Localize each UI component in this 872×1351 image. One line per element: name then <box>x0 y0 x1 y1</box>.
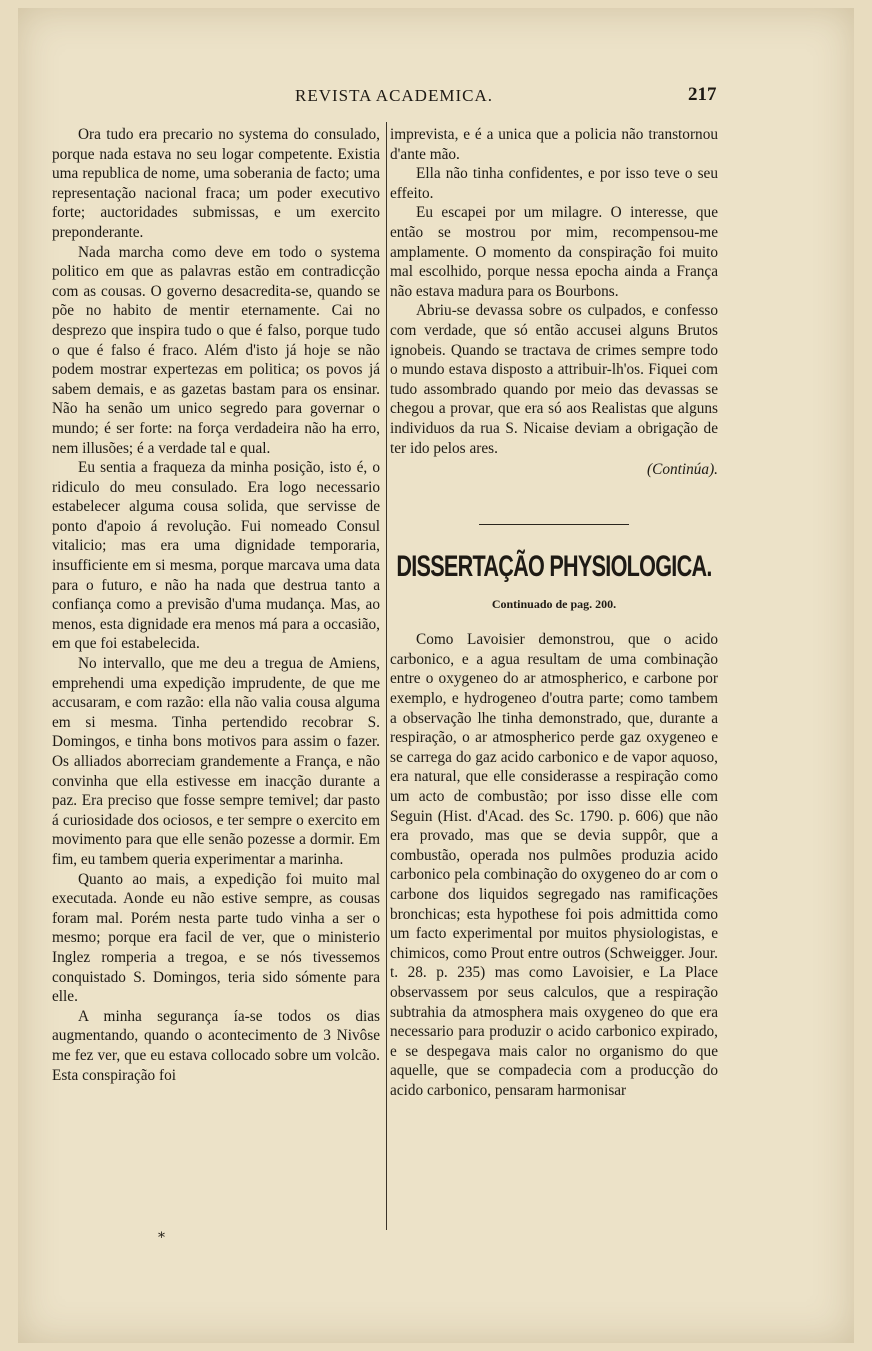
paragraph: Eu escapei por um milagre. O interesse, que então se mostrou por mim, recompensou-me amplamente. O momento da conspiração foi muito mal escolhido, porque nessa epocha ainda a França não estava madura para os Bourbons. <box>390 204 718 300</box>
running-head: REVISTA ACADEMICA. <box>295 86 493 105</box>
page-header <box>0 82 872 112</box>
left-column <box>52 125 380 1085</box>
section-rule <box>479 524 629 525</box>
paragraph: A minha segurança ía-se todos os dias augmentando, quando o acontecimento de 3 Nivôse me fez ver, que eu estava collocado sobre um volcão. Esta conspiração foi <box>52 1007 380 1084</box>
paragraph: Eu sentia a fraqueza da minha posição, isto é, o ridiculo do meu consulado. Era logo necessario estabelecer alguma cousa solida, que servisse de ponto d'apoio á revolução. Fui nomeado Consul vitalicio; mas era uma dignidade temporaria, insufficiente em si mesma, porque marcava uma data para o futuro, e não ha nada que destrua tanto a confiança como a previsão d'uma mudança. Mas, ao menos, esta dignidade era menos má para a occasião, em que foi estabelecida. <box>52 459 380 653</box>
section-subtitle: Continuado de pag. 200. <box>491 596 617 611</box>
page-number: 217 <box>688 84 717 105</box>
paragraph: Nada marcha como deve em todo o systema politico em que as palavras estão em contradicção com as cousas. O governo desacredita-se, quando se põe no habito de mentir eternamente. Cai no desprezo que inspira tudo o que é falso, porque tudo o que é falso é fraco. Além d'isto já hoje se não podem mostrar expertezas em politica; os povos já sabem demais, e as gazetas bastam para os ensinar. Não ha senão um unico segredo para governar o mundo; é ser forte: na força verdadeira não ha erro, nem illusões; é a verdade tal e qual. <box>52 243 380 457</box>
paragraph: Como Lavoisier demonstrou, que o acido carbonico, e a agua resultam de uma combinação entre o oxygeneo do ar atmospherico, e carbone por exemplo, e hydrogeneo d'outra parte; como tambem a observação lhe tinha demonstrado, que, durante a respiração, o ar atmospherico perde gaz oxygeneo e se carrega do gaz acido carbonico e de vapor aquoso, era natural, que elle considerasse a respiração como um acto de combustão; por isso disse elle com Seguin (Hist. d'Acad. des Sc. 1790. p. 606) que não era provado, mas que se devia suppôr, que a combustão, operada nos pulmões produzia acido carbonico pela combinação do oxygeneo do ar com o carbone dos liquidos segregado nas ramificações bronchicas; esta hypothese foi pois admittida como um facto experimental por muitos physiologistas, e chimicos, como Prout entre outros (Schweigger. Jour. t. 28. p. 235) mas como Lavoisier, e La Place observassem por seus calculos, que a respiração subtrahia da atmosphera mais oxygeneo do que era necessario para produzir o acido carbonico expirado, e se despegava mais calor no organismo do que aquelle, que se compadecia com a producção do acido carbonico, pensaram harmonisar <box>390 631 718 1099</box>
section-title: DISSERTAÇÃO PHYSIOLOGICA. <box>396 549 712 583</box>
footer-mark: * <box>158 1230 165 1246</box>
paragraph: Ella não tinha confidentes, e por isso teve o seu effeito. <box>390 165 718 202</box>
continua-note: (Continúa). <box>647 461 718 479</box>
paragraph: Ora tudo era precario no systema do consulado, porque nada estava no seu logar competente. Existia uma republica de nome, uma soberania de facto; uma representação nacional fraca; um poder executivo forte; auctoridades submissas, e um exercito preponderante. <box>52 126 380 241</box>
column-divider <box>386 122 387 1230</box>
paragraph: imprevista, e é a unica que a policia não transtornou d'ante mão. <box>390 126 718 163</box>
paragraph: No intervallo, que me deu a tregua de Amiens, emprehendi uma expedição imprudente, de que me accusaram, e com razão: ella não valia cousa alguma em si mesma. Tinha pertendido recobrar S. Domingos, e tinha bons motivos para assim o fazer. Os alliados aborreciam grandemente a França, e não convinha que ella estivesse em inacção durante a paz. Era preciso que fosse sempre temivel; dar pasto á curiosidade dos ociosos, e ter sempre o exercito em movimento para que elle senão pozesse a dormir. Em fim, eu tambem queria experimentar a marinha. <box>52 655 380 868</box>
paragraph: Abriu-se devassa sobre os culpados, e confesso com verdade, que só então accusei alguns Brutos ignobeis. Quando se tractava de crimes sempre todo o mundo estava disposto a attribuir-lh'os. Fiquei com tudo assombrado quando por meio das devassas se chegou a provar, que era só aos Realistas que alguns individuos da rua S. Nicaise deviam a obrigação de ter ido pelos ares. <box>390 302 718 457</box>
right-column <box>390 125 718 1101</box>
paragraph: Quanto ao mais, a expedição foi muito mal executada. Aonde eu não estive sempre, as cousas foram mal. Porém nesta parte tudo vinha a ser o mesmo; porque era facil de ver, que o ministerio Inglez romperia a tregoa, e se nós tivessemos conquistado S. Domingos, teria sido sómente para elle. <box>52 870 380 1006</box>
